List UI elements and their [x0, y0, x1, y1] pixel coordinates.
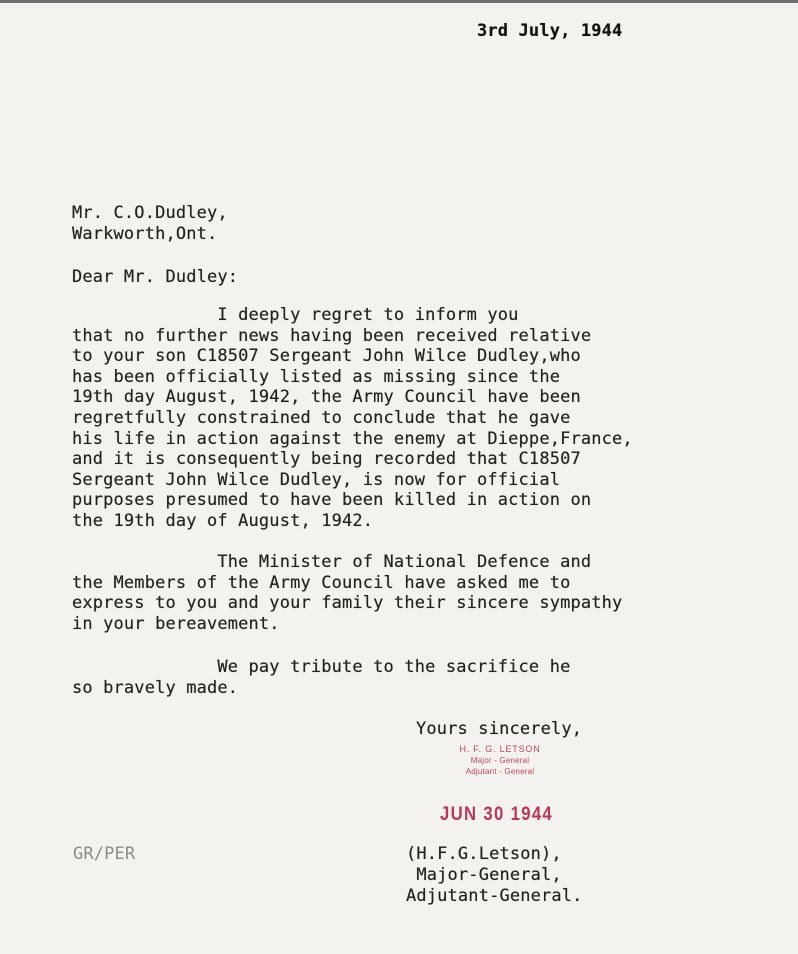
addressee-block: [72, 203, 228, 245]
addressee-line: Mr. C.O.Dudley,: [72, 203, 228, 223]
stamp-title-line: Adjutant - General: [465, 767, 535, 776]
body-paragraph-2: [72, 552, 622, 634]
body-line: Sergeant John Wilce Dudley, is now for official: [72, 469, 561, 490]
signature-line: Adjutant-General.: [406, 886, 583, 906]
signature-block: [406, 844, 583, 907]
body-line: has been officially listed as missing since the: [72, 366, 561, 387]
body-paragraph-3: [72, 657, 570, 698]
closing: Yours sincerely,: [416, 719, 583, 739]
body-line: express to you and your family their sincere sympathy: [72, 593, 623, 614]
signature-line: Major-General,: [406, 865, 562, 885]
date-stamp: JUN 30 1944: [440, 804, 554, 825]
body-line: regretfully constrained to conclude that he gave: [72, 407, 571, 428]
body-line: We pay tribute to the sacrifice he: [72, 657, 571, 677]
letter-date: 3rd July, 1944: [477, 21, 623, 41]
salutation: Dear Mr. Dudley:: [72, 267, 239, 287]
body-line: to your son C18507 Sergeant John Wilce Dudley,who: [72, 346, 581, 367]
signature-stamp: [440, 744, 560, 777]
reference-initials: GR/PER: [73, 844, 136, 864]
body-paragraph-1: [72, 305, 633, 532]
body-line: that no further news having been received relative: [72, 325, 592, 346]
body-line: The Minister of National Defence and: [72, 552, 592, 572]
stamp-name-line: H. F. G. LETSON: [459, 744, 541, 754]
body-line: so bravely made.: [72, 677, 239, 698]
stamp-rank-line: Major - General: [470, 756, 530, 765]
addressee-line: Warkworth,Ont.: [72, 224, 218, 244]
body-line: in your bereavement.: [72, 613, 280, 634]
signature-line: (H.F.G.Letson),: [406, 844, 562, 864]
body-line: and it is consequently being recorded that C18507: [72, 449, 581, 470]
body-line: I deeply regret to inform you: [72, 305, 519, 325]
body-line: his life in action against the enemy at Dieppe,France,: [72, 428, 633, 449]
body-line: the Members of the Army Council have asked me to: [72, 572, 571, 593]
body-line: 19th day August, 1942, the Army Council have been: [72, 387, 581, 408]
body-line: purposes presumed to have been killed in action on: [72, 490, 592, 511]
body-line: the 19th day of August, 1942.: [72, 510, 374, 531]
